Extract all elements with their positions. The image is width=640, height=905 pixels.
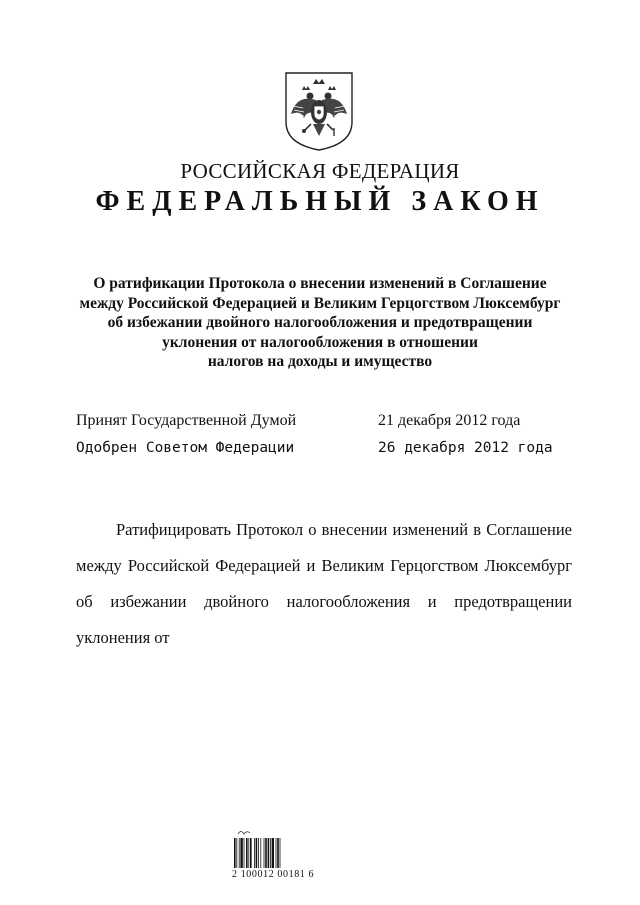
barcode-bar xyxy=(256,838,258,868)
barcode-bar xyxy=(265,838,267,868)
barcode-bar xyxy=(258,838,259,868)
barcode-bar xyxy=(280,838,281,868)
barcode-bar xyxy=(276,838,277,868)
document-type: ФЕДЕРАЛЬНЫЙ ЗАКОН xyxy=(95,186,545,217)
barcode-bar xyxy=(246,838,248,868)
barcode-mark xyxy=(238,832,250,835)
barcode-number: 2 100012 00181 6 xyxy=(232,869,315,880)
barcode-bar xyxy=(268,838,270,868)
body-paragraph: Ратифицировать Протокол о внесении изменений в Соглашение между Российской Федерацией и Великим Герцогством Люксембург об избежании двойного налогообложения и предотвращении уклонения от xyxy=(76,520,572,647)
barcode-bar xyxy=(248,838,249,868)
adoption-label: Одобрен Советом Федерации xyxy=(76,440,295,456)
barcode-bar xyxy=(234,838,236,868)
barcode-bar xyxy=(277,838,279,868)
barcode-bar xyxy=(240,838,242,868)
barcode-bar xyxy=(244,838,245,868)
title-line: налогов на доходы и имущество xyxy=(207,353,433,370)
coat-of-arms-icon xyxy=(283,70,355,152)
barcode-bar xyxy=(260,838,261,868)
barcode-bar xyxy=(236,838,237,868)
title-line: уклонения от налогообложения в отношении xyxy=(162,333,478,351)
barcode-bar xyxy=(254,838,255,868)
barcode-bar xyxy=(239,838,240,868)
adoption-date: 21 декабря 2012 года xyxy=(378,412,521,429)
title-line: между Российской Федерацией и Великим Герцогством Люксембург xyxy=(79,294,561,312)
barcode-bar xyxy=(272,838,274,868)
law-title xyxy=(40,274,600,372)
title-line: об избежании двойного налогообложения и предотвращении xyxy=(107,314,533,331)
country-name: РОССИЙСКАЯ ФЕДЕРАЦИЯ xyxy=(180,159,460,183)
barcode-bar xyxy=(270,838,271,868)
title-line: О ратификации Протокола о внесении изменений в Соглашение xyxy=(93,275,547,292)
adoption-label: Принят Государственной Думой xyxy=(76,412,297,429)
adoption-date: 26 декабря 2012 года xyxy=(378,440,553,456)
barcode-bar xyxy=(264,838,265,868)
barcode-bar xyxy=(250,838,252,868)
